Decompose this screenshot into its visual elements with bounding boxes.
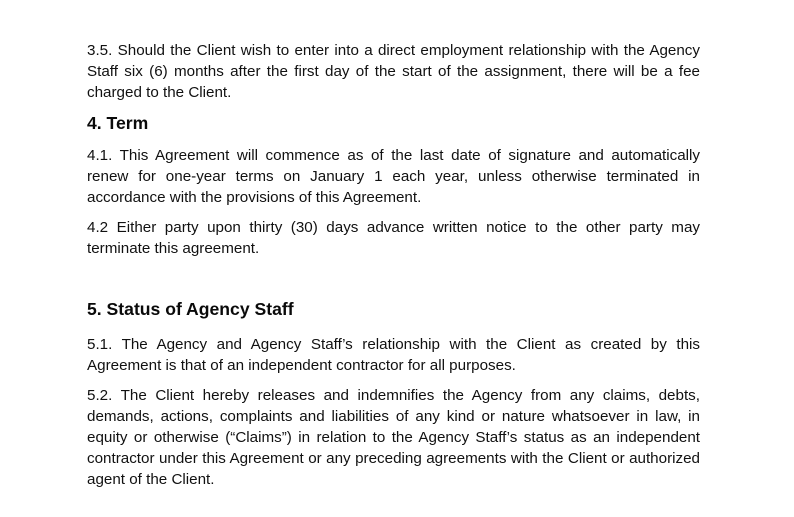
paragraph-4-1: 4.1. This Agreement will commence as of the last date of signature and automatically renew for one-year terms on January 1 each year, unless otherwise terminated in accordance with the provisions of this Agreement. [87, 147, 700, 206]
paragraph-4-2: 4.2 Either party upon thirty (30) days advance written notice to the other party may terminate this agreement. [87, 219, 700, 257]
section-heading-status-of-agency-staff: 5. Status of Agency Staff [87, 299, 294, 319]
paragraph-3-5: 3.5. Should the Client wish to enter into a direct employment relationship with the Agency Staff six (6) months after the first day of the start of the assignment, there will be a fee charged to the Client. [87, 42, 700, 101]
paragraph-5-2: 5.2. The Client hereby releases and indemnifies the Agency from any claims, debts, demands, actions, complaints and liabilities of any kind or nature whatsoever in law, in equity or otherwise (“Claims”) in relation to the Agency Staff’s status as an independent contractor under this Agreement or any preceding agreements with the Client or authorized agent of the Client. [87, 387, 700, 488]
section-heading-term: 4. Term [87, 113, 149, 133]
paragraph-5-1: 5.1. The Agency and Agency Staff’s relationship with the Client as created by this Agreement is that of an independent contractor for all purposes. [87, 336, 700, 374]
document-page [87, 40, 700, 490]
